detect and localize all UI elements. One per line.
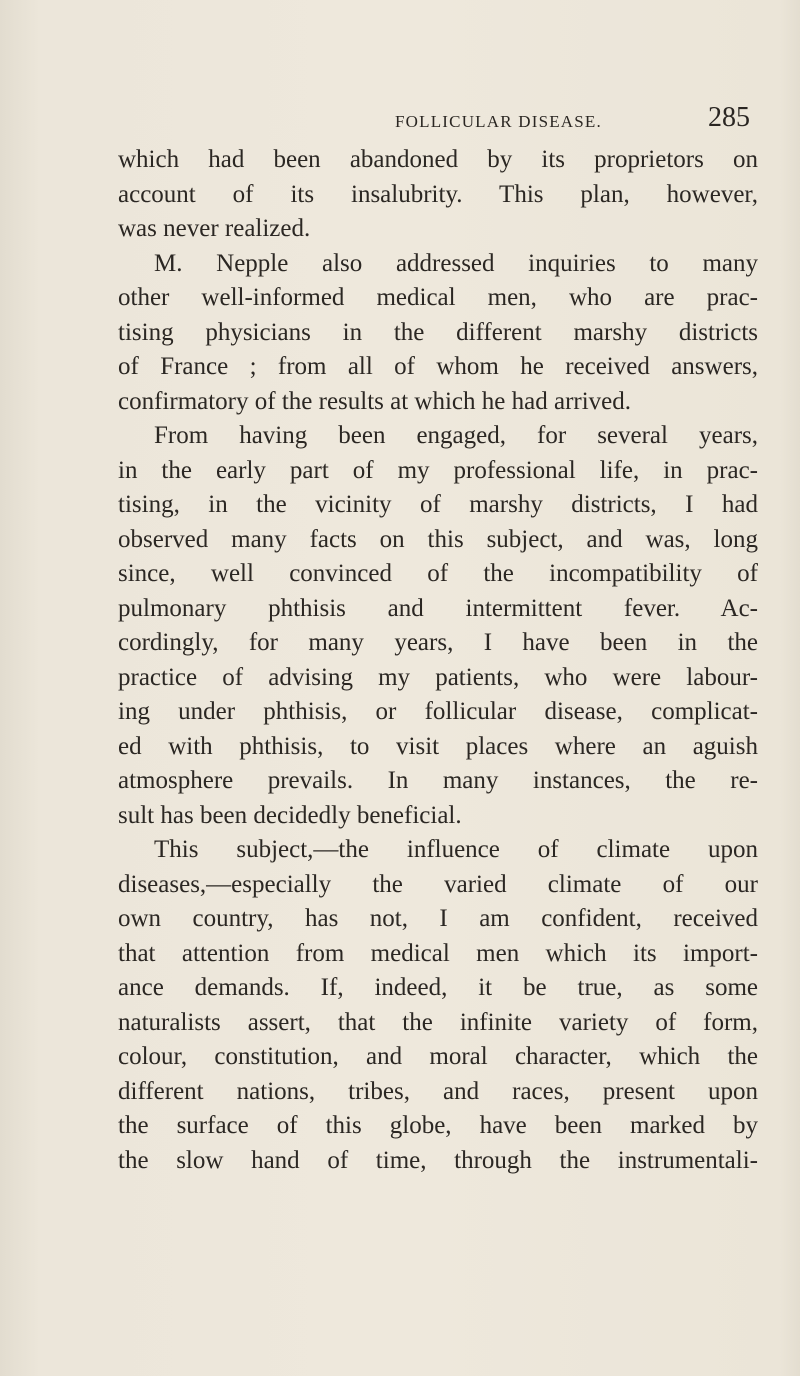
text-line: that attention from medical men which its import- [118,939,758,967]
text-line: own country, has not, I am confident, received [118,905,758,932]
text-line: diseases,—especially the varied climate of our [118,870,758,898]
text-line: other well-informed medical men, who are prac- [118,284,758,311]
text-line: M. Nepple also addressed inquiries to many [154,249,758,277]
text-line: account of its insalubrity. This plan, however, [118,180,758,208]
text-line: From having been engaged, for several years, [154,422,758,449]
text-line: tising physicians in the different marshy districts [118,318,758,346]
text-line: in the early part of my professional life, in prac- [118,456,758,484]
body-text [118,143,758,1178]
text-line: ance demands. If, indeed, it be true, as some [118,974,758,1001]
text-line: ing under phthisis, or follicular disease, complicat- [118,698,758,725]
text-line: of France ; from all of whom he received answers, [118,353,758,380]
page-header [0,102,800,142]
text-line: since, well convinced of the incompatibility of [118,560,758,587]
text-line: different nations, tribes, and races, present upon [118,1077,758,1105]
text-line: naturalists assert, that the infinite variety of form, [118,1008,758,1036]
text-line: sult has been decidedly beneficial. [118,801,462,829]
text-line: observed many facts on this subject, and was, long [118,525,758,553]
text-line: confirmatory of the results at which he had arrived. [118,387,632,415]
text-line: which had been abandoned by its proprietors on [118,146,758,173]
text-line: atmosphere prevails. In many instances, the re- [118,767,758,794]
text-line: the slow hand of time, through the instrumentali- [118,1146,758,1174]
text-line: practice of advising my patients, who were labour- [118,663,758,691]
text-line: This subject,—the influence of climate upon [154,836,758,863]
text-line: was never realized. [118,215,311,242]
text-line: the surface of this globe, have been marked by [118,1112,758,1139]
text-line: tising, in the vicinity of marshy districts, I had [118,491,758,518]
running-head: FOLLICULAR DISEASE. [395,112,602,131]
page-number: 285 [708,102,750,133]
text-line: colour, constitution, and moral character, which the [118,1043,758,1070]
text-line: ed with phthisis, to visit places where an aguish [118,732,758,760]
text-line: cordingly, for many years, I have been in the [118,629,758,656]
text-line: pulmonary phthisis and intermittent fever. Ac- [118,594,758,622]
